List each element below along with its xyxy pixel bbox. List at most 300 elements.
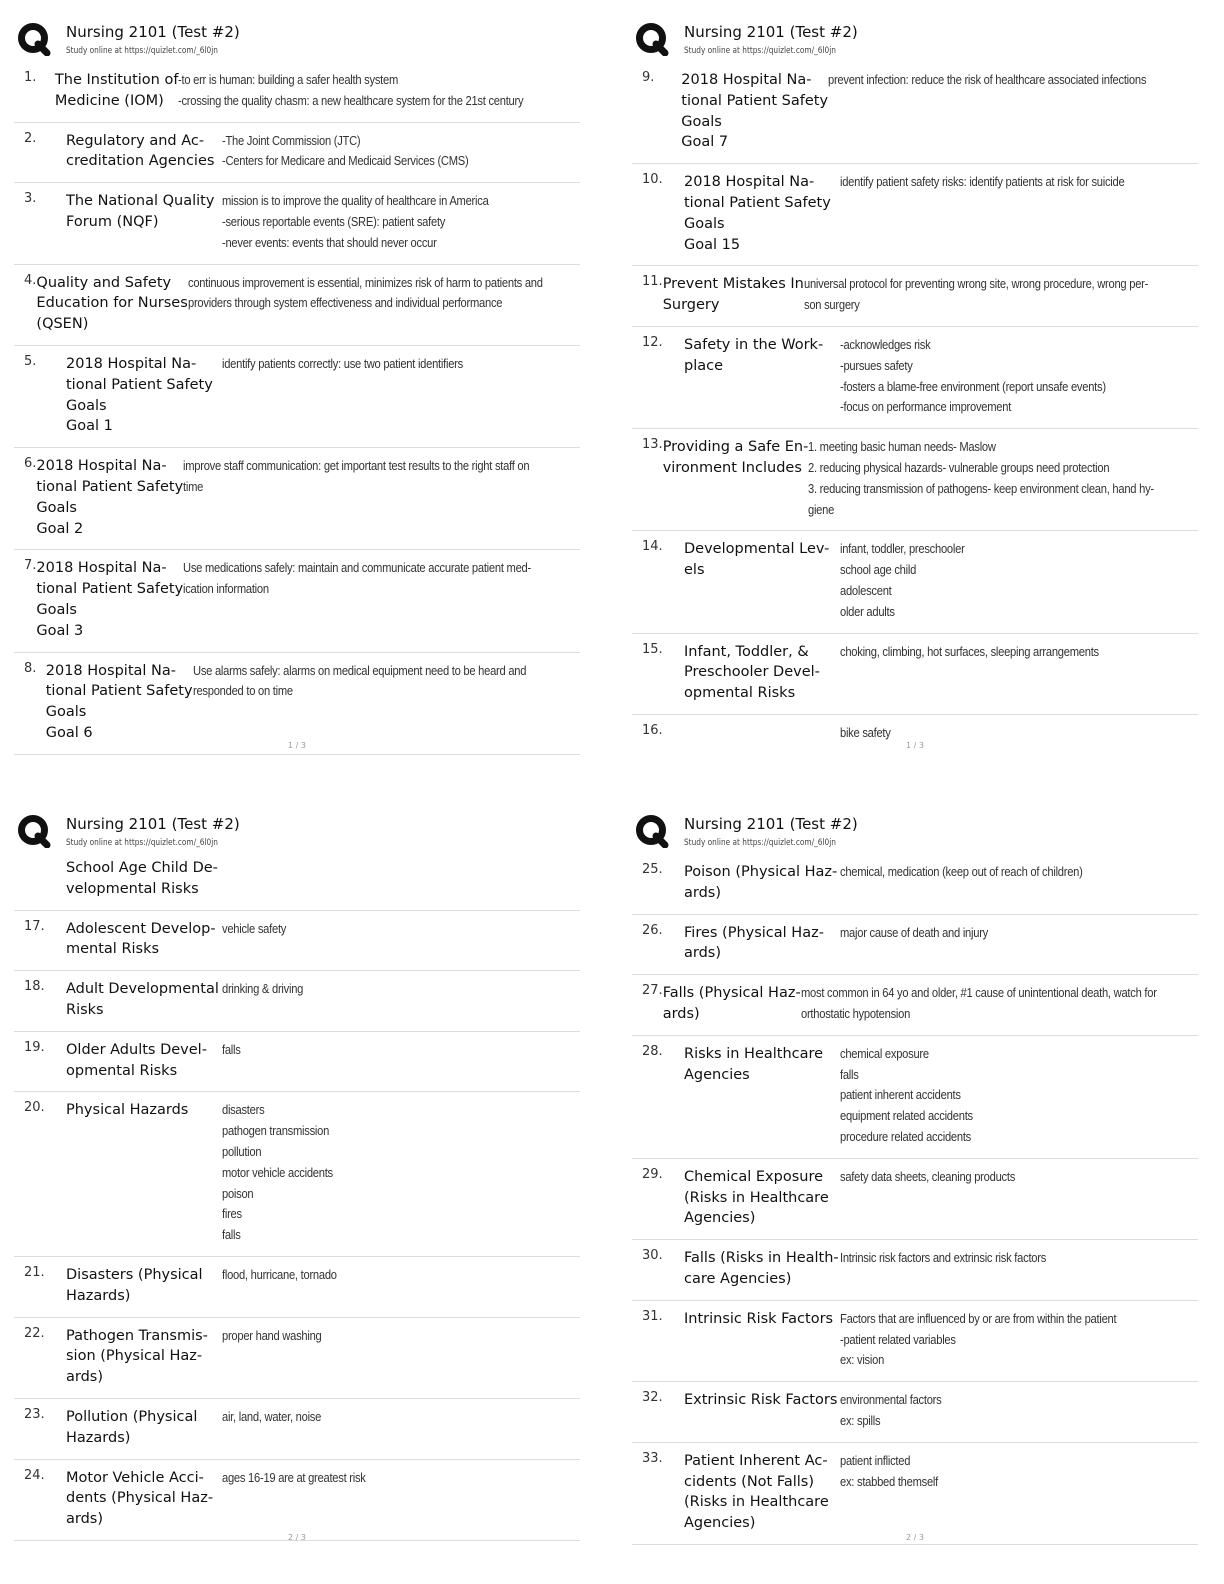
definition-text	[183, 558, 588, 641]
definition-line: 2. reducing physical hazards- vulnerable groups need protection	[808, 459, 1110, 475]
flashcard-row	[14, 971, 580, 1032]
term-line: Agencies	[684, 1066, 750, 1083]
term-line: tional Patient Safety	[36, 581, 184, 598]
flashcard-row	[14, 346, 580, 448]
term-text	[684, 642, 840, 704]
card-number: 6.	[24, 456, 37, 472]
term-line: Chemical Exposure	[684, 1168, 824, 1185]
term-line: ards)	[662, 1005, 700, 1022]
card-number: 16.	[642, 722, 663, 738]
term-text	[66, 979, 222, 1021]
term-line: Fires (Physical Haz-	[684, 924, 824, 941]
term-line: vironment Includes	[662, 459, 802, 476]
definition-text	[840, 862, 1198, 904]
definition-text	[840, 1044, 1198, 1148]
term-line: 2018 Hospital Na-	[681, 72, 812, 88]
card-number: 12.	[642, 334, 663, 350]
definition-line: environmental factors	[840, 1392, 942, 1408]
definition-line: falls	[222, 1227, 241, 1243]
term-text	[684, 862, 840, 904]
term-line: Physical Hazards	[66, 1102, 189, 1119]
term-line: The Institution of	[54, 72, 179, 88]
term-text	[684, 172, 840, 255]
term-text	[684, 1248, 840, 1290]
definition-line: Use medications safely: maintain and communicate accurate patient med-	[183, 560, 532, 576]
term-text	[684, 335, 840, 418]
term-line: Safety in the Work-	[684, 336, 824, 353]
definition-line: school age child	[840, 562, 917, 578]
flashcard-list	[14, 62, 580, 755]
page-number: 1 / 3	[906, 741, 924, 750]
definition-line: universal protocol for preventing wrong site, wrong procedure, wrong per-	[803, 276, 1148, 292]
page-title: Nursing 2101 (Test #2)	[684, 815, 858, 833]
term-line: velopmental Risks	[66, 880, 199, 897]
definition-line: providers through system effectiveness and individual performance	[187, 295, 503, 311]
card-number: 29.	[642, 1166, 663, 1182]
definition-line: -pursues safety	[840, 357, 913, 373]
term-line: dents (Physical Haz-	[66, 1490, 214, 1507]
definition-line: identify patients correctly: use two patient identifiers	[222, 355, 463, 371]
definition-text	[222, 1100, 580, 1246]
card-number: 10.	[642, 172, 663, 188]
flashcard-row	[632, 1240, 1198, 1301]
term-line: 2018 Hospital Na-	[684, 174, 815, 191]
card-number: 9.	[642, 70, 655, 85]
definition-line: fires	[222, 1206, 242, 1222]
definition-line: patient inflicted	[840, 1452, 911, 1468]
term-text	[46, 661, 193, 744]
flashcard-row	[14, 448, 580, 550]
page-number: 2 / 3	[906, 1533, 924, 1542]
term-line: Pathogen Transmis-	[66, 1327, 208, 1344]
page-quadrant-2	[632, 18, 1198, 778]
flashcard-row	[14, 1092, 580, 1257]
quizlet-logo-icon	[17, 814, 51, 848]
term-line: cidents (Not Falls)	[684, 1473, 814, 1490]
flashcard-row	[632, 915, 1198, 976]
term-line: mental Risks	[66, 941, 160, 958]
study-link[interactable]: Study online at https://quizlet.com/_6l0jn	[684, 838, 836, 848]
card-number: 5.	[24, 353, 37, 369]
definition-line: falls	[840, 1066, 859, 1082]
term-line: Motor Vehicle Acci-	[66, 1469, 204, 1486]
flashcard-row	[632, 1382, 1198, 1443]
definition-text	[222, 1265, 580, 1307]
term-text	[684, 1451, 840, 1534]
term-line: Pollution (Physical	[66, 1408, 198, 1425]
study-link[interactable]: Study online at https://quizlet.com/_6l0jn	[66, 838, 218, 848]
term-line: Hazards)	[66, 1429, 131, 1446]
definition-line: chemical exposure	[840, 1045, 929, 1061]
page-header	[14, 18, 580, 62]
term-text	[684, 1390, 840, 1432]
definition-line: -never events: events that should never occur	[222, 234, 437, 250]
term-text	[36, 456, 183, 539]
term-line: tional Patient Safety	[66, 376, 213, 393]
definition-line: Use alarms safely: alarms on medical equipment need to be heard and	[192, 662, 526, 678]
term-line: ards)	[66, 1369, 104, 1386]
term-line: Agencies)	[684, 1515, 756, 1532]
definition-text	[840, 539, 1198, 622]
definition-text	[193, 661, 580, 744]
page-header	[632, 18, 1198, 62]
term-line: (Risks in Healthcare	[684, 1494, 829, 1511]
definition-line: improve staff communication: get important test results to the right staff on	[183, 458, 530, 474]
card-number: 33.	[642, 1450, 663, 1466]
definition-text	[222, 1407, 580, 1449]
card-number: 26.	[642, 922, 663, 938]
definition-text	[840, 923, 1198, 965]
definition-text	[183, 456, 586, 539]
term-line: place	[684, 357, 724, 374]
definition-line: Factors that are influenced by or are from within the patient	[840, 1310, 1117, 1326]
definition-line: flood, hurricane, tornado	[222, 1266, 337, 1282]
term-text	[66, 1040, 222, 1082]
definition-line: -focus on performance improvement	[840, 399, 1012, 415]
term-line: The National Quality	[66, 193, 215, 210]
definition-line: -Centers for Medicare and Medicaid Services (CMS)	[222, 153, 469, 169]
flashcard-row	[632, 62, 1198, 164]
flashcard-row	[14, 265, 580, 346]
continued-term-row	[14, 854, 580, 911]
definition-text	[222, 979, 580, 1021]
term-line: Preschooler Devel-	[684, 664, 820, 681]
flashcard-row	[14, 1399, 580, 1460]
card-number: 28.	[642, 1043, 663, 1059]
term-line: Adult Developmental	[66, 981, 219, 998]
definition-text	[222, 191, 580, 253]
term-text	[66, 191, 222, 253]
term-text	[66, 1265, 222, 1307]
definition-text	[840, 642, 1198, 704]
term-text	[36, 273, 187, 335]
term-line: Older Adults Devel-	[66, 1041, 207, 1058]
term-line: Goals	[66, 397, 107, 414]
definition-line: pollution	[222, 1143, 262, 1159]
definition-text	[840, 172, 1198, 255]
definition-text	[840, 1309, 1198, 1371]
term-text	[66, 1100, 222, 1246]
term-line: Goal 15	[684, 236, 741, 253]
flashcard-row	[632, 1159, 1198, 1240]
term-text	[663, 983, 801, 1025]
card-number: 32.	[642, 1390, 663, 1406]
definition-text	[801, 983, 1215, 1025]
flashcard-row	[632, 975, 1198, 1036]
card-number: 8.	[24, 660, 37, 676]
definition-text	[222, 1468, 580, 1530]
definition-line: chemical, medication (keep out of reach of children)	[840, 864, 1083, 879]
definition-text	[808, 437, 1210, 520]
flashcard-row	[14, 62, 580, 123]
definition-line: -The Joint Commission (JTC)	[222, 132, 361, 148]
definition-line: equipment related accidents	[840, 1108, 973, 1124]
flashcard-list	[632, 62, 1198, 754]
definition-line: ication information	[183, 581, 270, 597]
card-number: 24.	[24, 1467, 45, 1483]
term-line: Education for Nurses	[36, 295, 188, 312]
term-line: Poison (Physical Haz-	[684, 864, 838, 880]
definition-line: ex: vision	[840, 1352, 885, 1368]
flashcard-row	[632, 1036, 1198, 1159]
term-line: Patient Inherent Ac-	[684, 1452, 828, 1469]
term-line: Quality and Safety	[36, 274, 172, 291]
definition-line: procedure related accidents	[840, 1128, 972, 1144]
quizlet-logo-icon	[635, 22, 669, 56]
definition-line: air, land, water, noise	[222, 1408, 322, 1424]
definition-line: patient inherent accidents	[840, 1087, 961, 1103]
term-line: ards)	[684, 884, 722, 901]
card-number: 4.	[24, 272, 37, 288]
term-line: Developmental Lev-	[684, 541, 830, 558]
definition-line: most common in 64 yo and older, #1 cause of unintentional death, watch for	[800, 985, 1157, 1001]
definition-text	[222, 1040, 580, 1082]
definition-line: -to err is human: building a safer health system	[178, 72, 399, 87]
term-line: care Agencies)	[684, 1270, 792, 1287]
flashcard-row	[632, 266, 1198, 327]
definition-text	[178, 70, 580, 112]
term-line: Goal 1	[66, 418, 113, 435]
term-text	[684, 1309, 840, 1371]
card-number: 15.	[642, 641, 663, 657]
term-line: opmental Risks	[684, 685, 796, 702]
term-line: Falls (Physical Haz-	[662, 985, 801, 1002]
term-line: 2018 Hospital Na-	[66, 355, 197, 372]
definition-line: vehicle safety	[222, 920, 287, 936]
term-text	[663, 274, 804, 316]
flashcard-row	[14, 911, 580, 972]
definition-line: -patient related variables	[840, 1331, 956, 1347]
definition-line: proper hand washing	[222, 1327, 322, 1343]
term-text	[66, 354, 222, 437]
definition-line: infant, toddler, preschooler	[840, 541, 965, 557]
page-title: Nursing 2101 (Test #2)	[66, 23, 240, 41]
term-line: Falls (Risks in Health-	[684, 1250, 839, 1267]
term-text	[66, 1468, 222, 1530]
term-line: Extrinsic Risk Factors	[684, 1392, 838, 1409]
flashcard-row	[632, 1443, 1198, 1545]
definition-text	[840, 1451, 1198, 1534]
page-quadrant-3	[14, 810, 580, 1570]
flashcard-row	[14, 1318, 580, 1399]
definition-text	[804, 274, 1204, 316]
definition-line: older adults	[840, 603, 895, 619]
term-line: Goal 7	[681, 134, 729, 151]
term-line: ards)	[684, 945, 722, 962]
term-line: sion (Physical Haz-	[66, 1348, 203, 1365]
card-number: 13.	[642, 437, 663, 453]
definition-line: major cause of death and injury	[840, 924, 989, 940]
flashcard-row	[632, 429, 1198, 531]
term-line: ards)	[66, 1511, 104, 1528]
page-header	[632, 810, 1198, 854]
flashcard-row	[632, 1301, 1198, 1382]
definition-text	[222, 919, 580, 961]
flashcard-row	[14, 1460, 580, 1541]
definition-line: choking, climbing, hot surfaces, sleeping arrangements	[840, 643, 1099, 659]
flashcard-row	[632, 327, 1198, 429]
term-line: 2018 Hospital Na-	[36, 560, 167, 577]
term-line: 2018 Hospital Na-	[45, 662, 176, 679]
definition-text	[840, 1167, 1198, 1229]
term-line: Goals	[36, 601, 77, 618]
term-line: creditation Agencies	[66, 153, 215, 170]
term-line: Goal 3	[36, 622, 84, 639]
term-text	[66, 1407, 222, 1449]
term-text	[66, 1326, 222, 1388]
definition-line: Intrinsic risk factors and extrinsic risk factors	[840, 1250, 1047, 1266]
term-line: Intrinsic Risk Factors	[684, 1310, 834, 1327]
term-line: tional Patient Safety	[681, 92, 829, 109]
quizlet-logo-icon	[17, 22, 51, 56]
term-line: Goals	[684, 215, 725, 232]
term-text	[36, 558, 183, 641]
term-line: Surgery	[662, 297, 720, 314]
term-line: Medicine (IOM)	[54, 92, 164, 109]
definition-text	[222, 354, 580, 437]
term-text	[66, 858, 218, 900]
page-header	[14, 810, 580, 854]
term-line: Risks	[66, 1001, 104, 1018]
term-line: Goal 2	[36, 520, 84, 537]
card-number: 23.	[24, 1406, 45, 1422]
term-line: Infant, Toddler, &	[684, 643, 809, 660]
definition-text	[222, 131, 580, 173]
definition-line: ex: stabbed themself	[840, 1473, 939, 1489]
definition-text	[840, 1248, 1198, 1290]
term-line: opmental Risks	[66, 1062, 178, 1079]
term-line: tional Patient Safety	[684, 194, 831, 211]
flashcard-row	[632, 164, 1198, 266]
term-line: tional Patient Safety	[45, 683, 193, 700]
term-line: Goals	[681, 113, 722, 130]
definition-line: giene	[808, 501, 835, 517]
card-number: 20.	[24, 1100, 45, 1116]
term-text	[684, 1167, 840, 1229]
term-line: (Risks in Healthcare	[684, 1189, 829, 1206]
card-number: 19.	[24, 1039, 45, 1055]
definition-line: adolescent	[840, 582, 892, 598]
definition-line: -crossing the quality chasm: a new healthcare system for the 21st century	[178, 92, 524, 108]
term-text	[684, 539, 840, 622]
term-line: Goals	[45, 704, 87, 721]
card-number: 25.	[642, 862, 663, 877]
flashcard-row	[632, 854, 1198, 915]
term-line: Forum (NQF)	[66, 213, 159, 230]
term-line: Providing a Safe En-	[662, 439, 809, 456]
definition-line: motor vehicle accidents	[222, 1164, 333, 1180]
term-text	[684, 1044, 840, 1148]
card-number: 30.	[642, 1248, 663, 1264]
flashcard-list	[14, 854, 580, 1541]
page-quadrant-4	[632, 810, 1198, 1570]
page-number: 2 / 3	[288, 1533, 306, 1542]
definition-text	[828, 70, 1198, 153]
card-number: 27.	[642, 983, 663, 999]
definition-text	[188, 273, 600, 335]
definition-line: mission is to improve the quality of healthcare in America	[222, 193, 489, 209]
flashcard-row	[632, 531, 1198, 633]
term-line: School Age Child De-	[66, 860, 218, 876]
page-title: Nursing 2101 (Test #2)	[66, 815, 240, 833]
card-number: 17.	[24, 918, 45, 934]
definition-line: -serious reportable events (SRE): patient safety	[222, 213, 446, 229]
definition-line: responded to on time	[192, 683, 293, 699]
definition-line: 1. meeting basic human needs- Maslow	[808, 439, 997, 455]
page-title: Nursing 2101 (Test #2)	[684, 23, 858, 41]
definition-line: bike safety	[840, 724, 891, 740]
definition-line: -acknowledges risk	[840, 336, 931, 352]
term-text	[66, 131, 222, 173]
definition-line: -fosters a blame-free environment (report unsafe events)	[840, 378, 1106, 394]
term-line: tional Patient Safety	[36, 478, 184, 495]
term-line: Disasters (Physical	[66, 1266, 203, 1283]
page-number: 1 / 3	[288, 741, 306, 750]
term-line: els	[684, 562, 705, 579]
term-text	[681, 70, 828, 153]
definition-line: drinking & driving	[222, 981, 304, 997]
card-number: 1.	[24, 70, 37, 85]
definition-line: ex: spills	[840, 1412, 881, 1428]
term-line: (QSEN)	[36, 316, 89, 333]
definition-text	[840, 335, 1198, 418]
quizlet-logo-icon	[635, 814, 669, 848]
card-number: 14.	[642, 539, 663, 555]
definition-line: 3. reducing transmission of pathogens- keep environment clean, hand hy-	[808, 480, 1155, 496]
definition-line: pathogen transmission	[222, 1123, 330, 1139]
definition-line: poison	[222, 1185, 254, 1201]
card-number: 3.	[24, 191, 37, 207]
flashcard-row	[14, 1032, 580, 1093]
card-number: 2.	[24, 130, 37, 146]
flashcard-row	[14, 653, 580, 755]
term-text	[684, 923, 840, 965]
term-line: Hazards)	[66, 1287, 131, 1304]
flashcard-list	[632, 854, 1198, 1545]
definition-line: ages 16-19 are at greatest risk	[222, 1469, 366, 1485]
page-quadrant-1	[14, 18, 580, 778]
term-line: Goals	[36, 499, 77, 516]
definition-text	[222, 1326, 580, 1388]
definition-line: orthostatic hypotension	[800, 1005, 910, 1021]
card-number: 11.	[642, 274, 663, 290]
term-text	[663, 437, 809, 520]
flashcard-row	[14, 123, 580, 184]
definition-line: falls	[222, 1041, 241, 1057]
term-line: Agencies)	[684, 1210, 756, 1227]
flashcard-row	[14, 550, 580, 652]
definition-line: continuous improvement is essential, minimizes risk of harm to patients and	[187, 274, 543, 290]
card-number: 7.	[24, 558, 37, 574]
card-number: 22.	[24, 1325, 45, 1341]
term-line: Regulatory and Ac-	[66, 132, 205, 149]
definition-line: safety data sheets, cleaning products	[840, 1168, 1016, 1184]
definition-line: time	[183, 478, 204, 494]
study-link[interactable]: Study online at https://quizlet.com/_6l0jn	[684, 46, 836, 56]
definition-line: disasters	[222, 1102, 265, 1118]
term-text	[66, 919, 222, 961]
term-text	[55, 70, 179, 112]
term-line: Risks in Healthcare	[684, 1045, 824, 1062]
study-link[interactable]: Study online at https://quizlet.com/_6l0jn	[66, 46, 218, 56]
term-line: Adolescent Develop-	[66, 920, 216, 937]
flashcard-row	[632, 634, 1198, 715]
card-number: 31.	[642, 1308, 663, 1324]
flashcard-row	[14, 183, 580, 264]
term-line: Prevent Mistakes In	[662, 276, 804, 293]
term-line: Goal 6	[45, 724, 93, 741]
definition-line: son surgery	[803, 297, 860, 313]
